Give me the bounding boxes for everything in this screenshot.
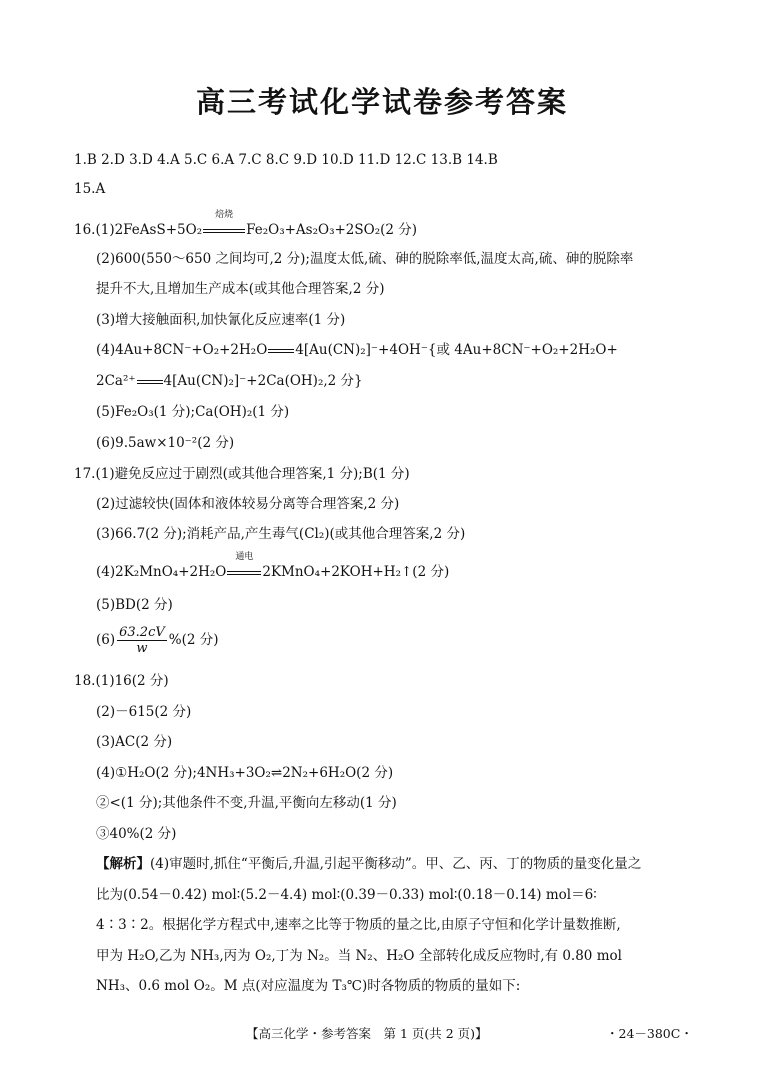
analysis-line-1 <box>96 855 641 873</box>
footer-page-info: 【高三化学・参考答案 第 1 页(共 2 页)】 <box>246 1026 488 1041</box>
q16-part1-rhs: Fe₂O₃+As₂O₃+2SO₂(2 分) <box>246 222 418 238</box>
q18-part4-3: ③40%(2 分) <box>96 826 177 842</box>
q17-part2: (2)过滤较快(固体和液体较易分离等合理答案,2 分) <box>96 496 400 512</box>
analysis-line-3: 4∶3∶2。根据化学方程式中,速率之比等于物质的量之比,由原子守恒和化学计量数推断, <box>96 917 621 933</box>
q17-part1: 17.(1)避免反应过于剧烈(或其他合理答案,1 分);B(1 分) <box>74 466 410 482</box>
q16-part2-line1: (2)600(550～650 之间均可,2 分);温度太低,硫、砷的脱除率低,温度太高,硫、砷的脱除率 <box>96 251 634 267</box>
analysis-line-4: 甲为 H₂O,乙为 NH₃,丙为 O₂,丁为 N₂。当 N₂、H₂O 全部转化成反应物时,有 0.80 mol <box>96 948 622 964</box>
equals-bar <box>137 372 163 390</box>
q16-part1 <box>74 210 418 239</box>
q16-part1-lhs: 16.(1)2FeAsS+5O₂ <box>74 222 203 238</box>
q17-part3: (3)66.7(2 分);消耗产品,产生毒气(Cl₂)(或其他合理答案,2 分) <box>96 526 466 542</box>
q16-part4-line1 <box>96 341 618 359</box>
q17-part5: (5)BD(2 分) <box>96 597 173 613</box>
q16-part5: (5)Fe₂O₃(1 分);Ca(OH)₂(1 分) <box>96 404 290 420</box>
q16-part4-line2 <box>96 372 363 390</box>
reaction-arrow <box>227 552 261 581</box>
mc-answers-line-2: 15.A <box>74 181 106 197</box>
reaction-condition: 通电 <box>235 552 254 562</box>
q16-part2-line2: 提升不大,且增加生产成本(或其他合理答案,2 分) <box>96 281 385 297</box>
q17-part4-rhs: 2KMnO₄+2KOH+H₂↑(2 分) <box>262 564 450 580</box>
q18-part3: (3)AC(2 分) <box>96 734 173 750</box>
q17-part4-lhs: (4)2K₂MnO₄+2H₂O <box>96 564 227 580</box>
q16-part4b-rhs: 4[Au(CN)₂]⁻+2Ca(OH)₂,2 分} <box>163 373 363 389</box>
fraction-denominator: w <box>136 641 148 656</box>
analysis-line-5: NH₃、0.6 mol O₂。M 点(对应温度为 T₃℃)时各物质的物质的量如下: <box>96 978 521 994</box>
analysis-label: 【解析】 <box>96 856 150 872</box>
q16-part4-lhs: (4)4Au+8CN⁻+O₂+2H₂O <box>96 342 268 358</box>
q17-part6-suffix: %(2 分) <box>168 632 219 648</box>
footer-code: ・24－380C・ <box>606 1026 693 1041</box>
reaction-condition: 焙烧 <box>215 210 234 220</box>
q18-part4: (4)①H₂O(2 分);4NH₃+3O₂⇌2N₂+6H₂O(2 分) <box>96 765 394 781</box>
fraction-numerator: 63.2cV <box>119 625 165 640</box>
q17-part6 <box>96 625 219 656</box>
analysis-line-2: 比为(0.54－0.42) mol∶(5.2－4.4) mol∶(0.39－0.33) mol∶(0.18－0.14) mol＝6∶ <box>96 887 597 903</box>
mc-answers-line-1: 1.B 2.D 3.D 4.A 5.C 6.A 7.C 8.C 9.D 10.D 11.D 12.C 13.B 14.B <box>74 152 498 168</box>
q17-part6-prefix: (6) <box>96 632 116 648</box>
equals-bar <box>268 341 294 359</box>
reaction-arrow <box>203 210 245 239</box>
q16-part4b-lhs: 2Ca²⁺ <box>96 373 136 389</box>
q18-part2: (2)－615(2 分) <box>96 704 192 720</box>
q18-part1: 18.(1)16(2 分) <box>74 673 169 689</box>
page-title: 高三考试化学试卷参考答案 <box>195 85 568 119</box>
analysis-text-1: (4)审题时,抓住“平衡后,升温,引起平衡移动”。甲、乙、丙、丁的物质的量变化量之 <box>150 856 642 872</box>
q17-part4 <box>96 552 450 581</box>
q16-part3: (3)增大接触面积,加快氰化反应速率(1 分) <box>96 312 346 328</box>
q16-part4-rhs: 4[Au(CN)₂]⁻+4OH⁻{或 4Au+8CN⁻+O₂+2H₂O+ <box>295 342 618 358</box>
fraction <box>117 625 167 656</box>
q18-part4-2: ②<(1 分);其他条件不变,升温,平衡向左移动(1 分) <box>96 795 397 811</box>
q16-part6: (6)9.5aw×10⁻²(2 分) <box>96 435 235 451</box>
